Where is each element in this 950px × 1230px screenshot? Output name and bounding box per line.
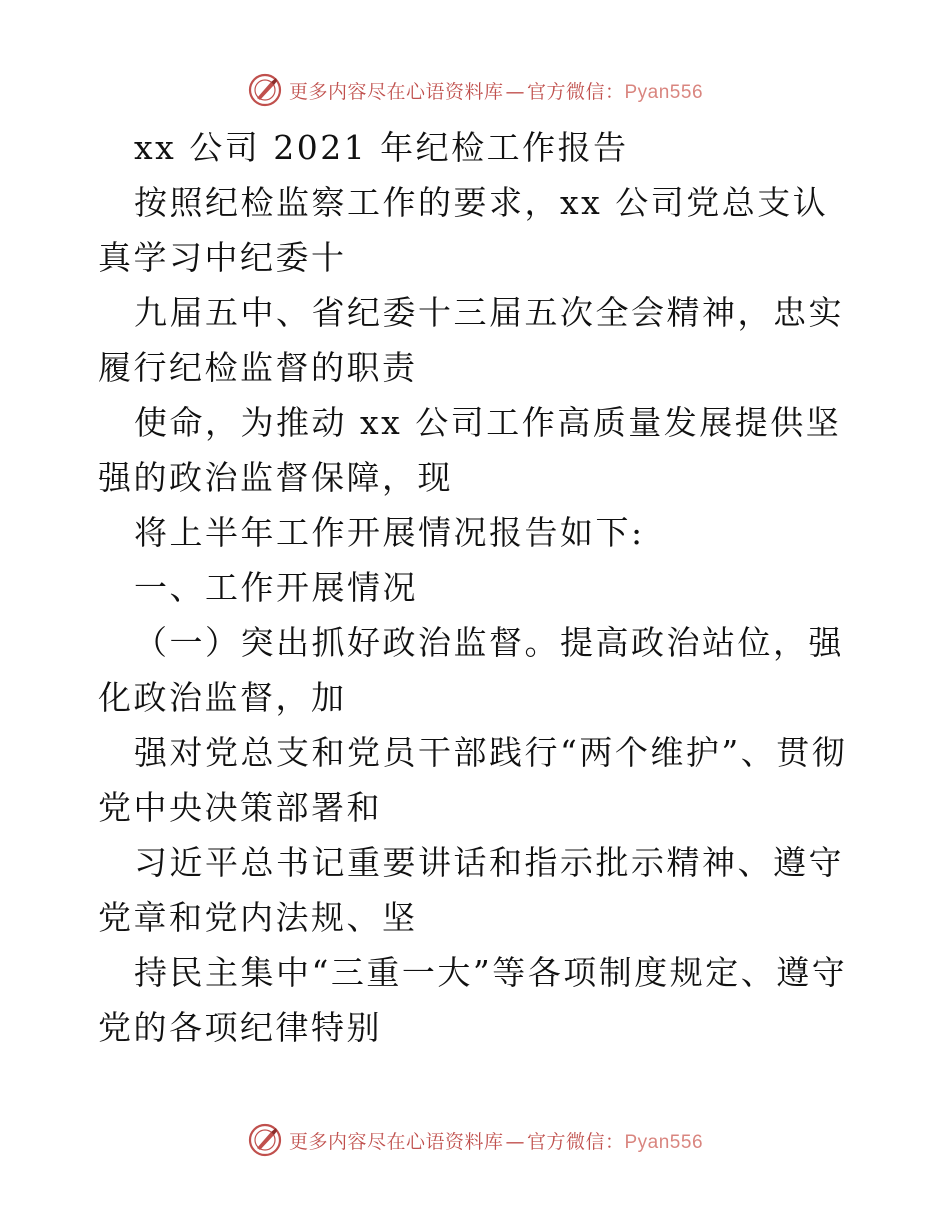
watermark-header	[0, 70, 950, 110]
watermark-wechat-label: 官方微信：	[526, 80, 625, 103]
watermark-handle: Pyan556	[624, 1131, 704, 1153]
watermark-text	[289, 77, 703, 104]
watermark-main-text: 更多内容尽在心语资料库	[288, 80, 504, 103]
paragraph: 强对党总支和党员干部践行“两个维护”、贯彻党中央决策部署和	[98, 733, 848, 827]
paragraph: 持民主集中“三重一大”等各项制度规定、遵守党的各项纪律特别	[98, 953, 848, 1047]
watermark-text	[289, 1127, 703, 1154]
watermark-wechat-label: 官方微信：	[526, 1130, 625, 1153]
paragraph: （一）突出抓好政治监督。提高政治站位，强化政治监督，加	[98, 623, 844, 717]
document-body	[98, 120, 858, 1055]
watermark-separator: —	[505, 1130, 525, 1153]
document-title: xx 公司 2021 年纪检工作报告	[134, 128, 629, 167]
paragraph: 按照纪检监察工作的要求，xx 公司党总支认真学习中纪委十	[98, 183, 829, 277]
paragraph: 习近平总书记重要讲话和指示批示精神、遵守党章和党内法规、坚	[98, 843, 844, 937]
watermark-main-text: 更多内容尽在心语资料库	[288, 1130, 504, 1153]
quill-seal-icon	[247, 1122, 283, 1158]
watermark-handle: Pyan556	[624, 81, 704, 103]
quill-seal-icon	[247, 72, 283, 108]
paragraph: 将上半年工作开展情况报告如下:	[134, 513, 645, 552]
paragraph: 使命，为推动 xx 公司工作高质量发展提供坚强的政治监督保障，现	[98, 403, 842, 497]
paragraph: 九届五中、省纪委十三届五次全会精神，忠实履行纪检监督的职责	[98, 293, 844, 387]
section-heading: 一、工作开展情况	[134, 568, 418, 607]
watermark-separator: —	[505, 80, 525, 103]
watermark-footer	[0, 1120, 950, 1160]
